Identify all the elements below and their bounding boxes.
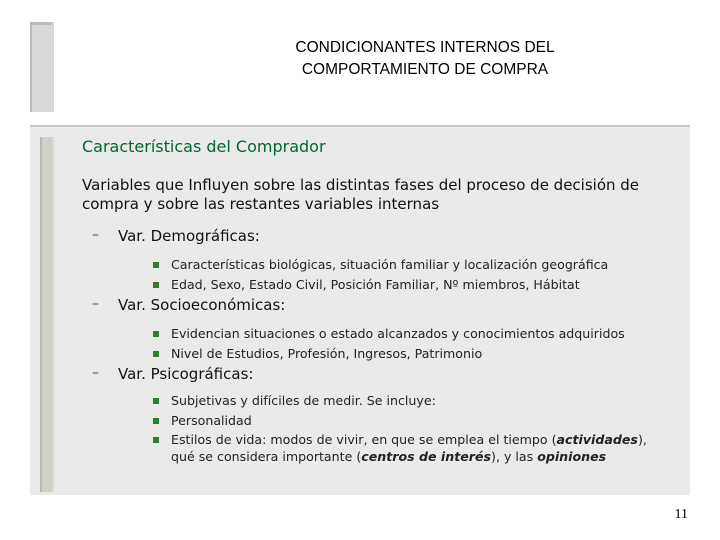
list-item-text: Edad, Sexo, Estado Civil, Posición Familiar, Nº miembros, Hábitat xyxy=(171,276,580,292)
slide-title xyxy=(180,37,670,81)
section-label: Var. Socioeconómicas: xyxy=(118,296,286,314)
lifestyle-text-1: Estilos de vida: modos de vivir, en que se emplea el tiempo ( xyxy=(171,432,557,447)
content-side-bar xyxy=(40,137,54,492)
emphasis-actividades: actividades xyxy=(556,432,638,447)
section-label: Var. Demográficas: xyxy=(118,227,260,245)
square-bullet-icon xyxy=(153,398,159,404)
list-item-text: Nivel de Estudios, Profesión, Ingresos, Patrimonio xyxy=(171,345,483,361)
section-label: Var. Psicográficas: xyxy=(118,365,254,383)
dash-marker: – xyxy=(92,227,99,243)
slide-title-line-1: CONDICIONANTES INTERNOS DEL xyxy=(295,39,555,56)
square-bullet-icon xyxy=(153,331,159,337)
list-item xyxy=(152,326,692,343)
list-item-lifestyle xyxy=(152,432,671,465)
list-item-text: Subjetivas y difíciles de medir. Se incluye: xyxy=(171,393,436,408)
slide-title-line-2: COMPORTAMIENTO DE COMPRA xyxy=(301,61,549,78)
bullet-list xyxy=(152,326,692,365)
square-bullet-icon xyxy=(153,282,159,288)
square-bullet-icon xyxy=(153,437,159,443)
content-top-rule xyxy=(30,125,690,127)
list-item xyxy=(152,257,692,274)
title-decor-bar xyxy=(30,22,54,112)
square-bullet-icon xyxy=(153,418,159,424)
emphasis-opiniones: opiniones xyxy=(537,448,607,464)
intro-paragraph: Variables que Influyen sobre las distintas fases del proceso de decisión de compra y sobre las restantes variables internas xyxy=(82,176,640,213)
emphasis-centros-de-interes: centros de interés xyxy=(361,448,492,464)
list-item xyxy=(152,393,692,410)
list-item-text: Evidencian situaciones o estado alcanzados y conocimientos adquiridos xyxy=(171,326,625,341)
dash-marker: – xyxy=(92,296,99,312)
section-heading: Características del Comprador xyxy=(82,137,326,156)
list-item-text: Características biológicas, situación familiar y localización geográfica xyxy=(171,257,609,272)
square-bullet-icon xyxy=(153,262,159,268)
lifestyle-text-3: ), y las xyxy=(491,448,538,464)
bullet-list xyxy=(152,393,692,468)
lifestyle-text-2: ), qué se considera importante ( xyxy=(171,432,647,464)
list-item xyxy=(152,413,692,430)
list-item xyxy=(152,277,692,294)
square-bullet-icon xyxy=(153,351,159,357)
title-decor-cap xyxy=(30,22,52,25)
list-item xyxy=(152,346,692,363)
title-frame xyxy=(30,22,690,112)
list-item-text: Personalidad xyxy=(171,412,252,428)
page-number: 11 xyxy=(674,507,688,522)
dash-marker: – xyxy=(92,365,99,381)
bullet-list xyxy=(152,257,692,296)
